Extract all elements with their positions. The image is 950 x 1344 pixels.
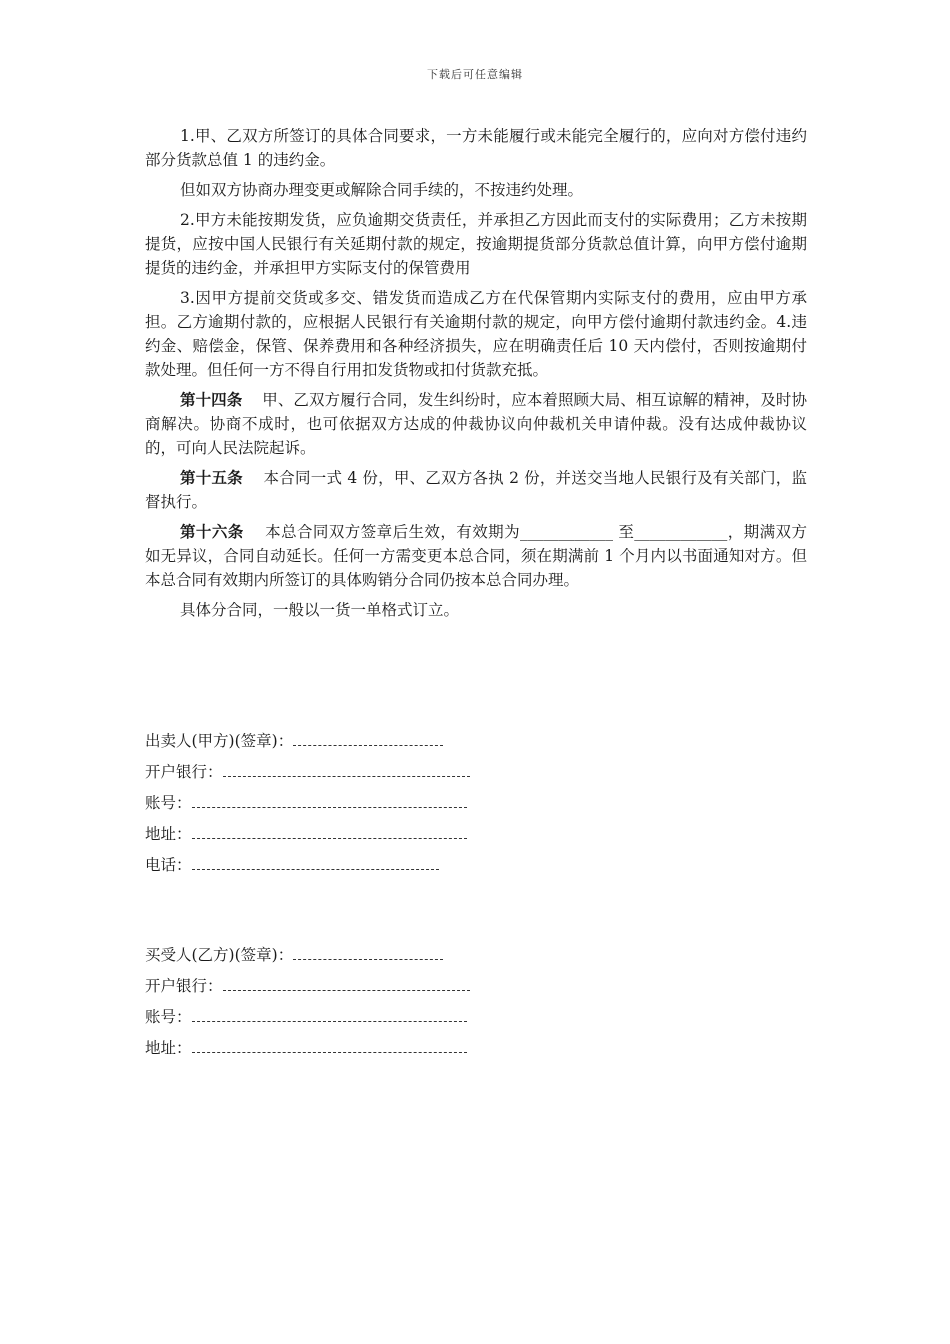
clause-1: 1.甲、乙双方所签订的具体合同要求，一方未能履行或未能完全履行的，应向对方偿付违约部分货款总值 1 的违约金。 bbox=[145, 127, 807, 169]
buyer-bank-label: 开户银行： bbox=[145, 977, 223, 995]
buyer-block bbox=[145, 943, 807, 1067]
buyer-signature-field[interactable] bbox=[293, 943, 443, 960]
seller-block bbox=[145, 729, 807, 884]
article-14-text: 甲、乙双方履行合同，发生纠纷时，应本着照顾大局、相互谅解的精神，及时协商解决。协商不成时，也可依据双方达成的仲裁协议向仲裁机关申请仲裁。没有达成仲裁协议的，可向人民法院起诉。 bbox=[145, 391, 807, 457]
seller-account-row bbox=[145, 791, 807, 822]
buyer-label: 买受人(乙方)(签章)： bbox=[145, 946, 294, 964]
buyer-bank-field[interactable] bbox=[223, 974, 470, 991]
validity-start-blank[interactable]: ____________ bbox=[520, 523, 613, 541]
article-15-title: 第十五条 bbox=[180, 468, 243, 487]
article-15 bbox=[145, 466, 807, 514]
buyer-address-field[interactable] bbox=[192, 1036, 467, 1053]
seller-phone-label: 电话： bbox=[145, 856, 192, 874]
article-16 bbox=[145, 520, 807, 592]
buyer-signature-row bbox=[145, 943, 807, 974]
seller-address-row bbox=[145, 822, 807, 853]
buyer-address-row bbox=[145, 1036, 807, 1067]
seller-phone-row bbox=[145, 853, 807, 884]
seller-bank-label: 开户银行： bbox=[145, 763, 223, 781]
contract-body bbox=[145, 124, 807, 628]
seller-label: 出卖人(甲方)(签章)： bbox=[145, 732, 294, 750]
article-15-text: 本合同一式 4 份，甲、乙双方各执 2 份，并送交当地人民银行及有关部门，监督执行。 bbox=[145, 469, 807, 511]
buyer-account-row bbox=[145, 1005, 807, 1036]
clause-2: 2.甲方未能按期发货，应负逾期交货责任，并承担乙方因此而支付的实际费用；乙方未按期提货，应按中国人民银行有关延期付款的规定，按逾期提货部分货款总值计算，向甲方偿付逾期提货的违约金，并承担甲方实际支付的保管费用 bbox=[145, 211, 807, 277]
article-14 bbox=[145, 388, 807, 460]
buyer-account-label: 账号： bbox=[145, 1008, 192, 1026]
seller-account-field[interactable] bbox=[192, 791, 467, 808]
article-14-title: 第十四条 bbox=[180, 390, 243, 409]
seller-bank-row bbox=[145, 760, 807, 791]
page-header: 下载后可任意编辑 bbox=[427, 68, 523, 81]
buyer-address-label: 地址： bbox=[145, 1039, 192, 1057]
seller-bank-field[interactable] bbox=[223, 760, 470, 777]
clause-3-4: 3.因甲方提前交货或多交、错发货而造成乙方在代保管期内实际支付的费用，应由甲方承担。乙方逾期付款的，应根据人民银行有关逾期付款的规定，向甲方偿付逾期付款违约金。4.违约金、赔偿金，保管、保养费用和各种经济损失，应在明确责任后 10 天内偿付，否则按逾期付款处理。但任何一方不得自行用扣发货物或扣付货款充抵。 bbox=[145, 289, 807, 379]
article-16-title: 第十六条 bbox=[180, 522, 244, 541]
buyer-bank-row bbox=[145, 974, 807, 1005]
closing-note: 具体分合同，一般以一货一单格式订立。 bbox=[180, 601, 460, 619]
clause-1-note: 但如双方协商办理变更或解除合同手续的，不按违约处理。 bbox=[180, 181, 584, 199]
validity-end-blank[interactable]: ____________ bbox=[634, 523, 728, 541]
buyer-account-field[interactable] bbox=[192, 1005, 467, 1022]
seller-phone-field[interactable] bbox=[192, 853, 439, 870]
seller-account-label: 账号： bbox=[145, 794, 192, 812]
article-16-to: 至 bbox=[618, 523, 635, 541]
seller-signature-row bbox=[145, 729, 807, 760]
article-16-text-a: 本总合同双方签章后生效，有效期为 bbox=[265, 523, 520, 541]
article-16-text-b: ，期满双方如无异议，合同自动延长。任何一方需变更本总合同，须在期满前 1 个月内以书面通知对方。但本总合同有效期内所签订的具体购销分合同仍按本总合同办理。 bbox=[145, 523, 807, 589]
seller-address-field[interactable] bbox=[192, 822, 467, 839]
seller-address-label: 地址： bbox=[145, 825, 192, 843]
seller-signature-field[interactable] bbox=[293, 729, 443, 746]
